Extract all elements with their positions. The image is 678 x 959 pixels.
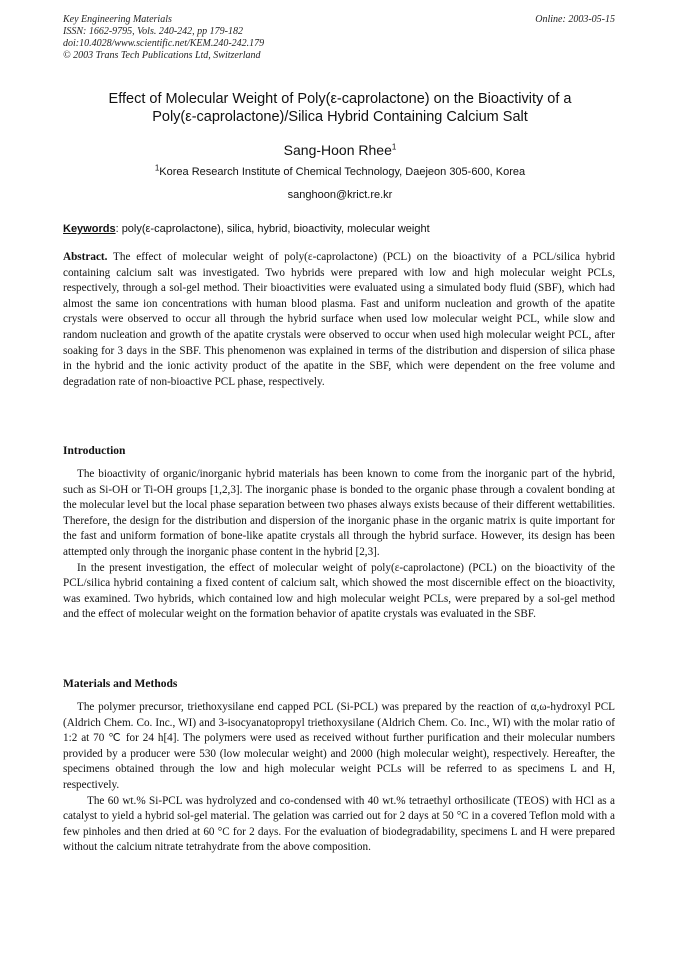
introduction-paragraph-2: In the present investigation, the effect of molecular weight of poly(ε-caprolactone) (PCL) on the bioactivity of the PCL/silica hybrid containing a fixed content of calcium salt, which showed the most discernible effect on the bioactivity, was examined. Two hybrids, which contained low and high molecular weight PCLs, were prepared by a sol-gel method and the effect of molecular weight on the formation behavior of apatite crystals was evaluated in the SBF. [63,561,615,621]
author-email: sanghoon@krict.re.kr [287,189,393,201]
keywords [63,222,615,236]
copyright-line: © 2003 Trans Tech Publications Ltd, Switzerland [63,50,261,61]
paper-title [60,90,620,126]
author [60,141,620,159]
author-mark: 1 [391,142,397,152]
introduction-paragraph-1: The bioactivity of organic/inorganic hybrid materials has been known to come from the inorganic part of the hybrid, such as Si-OH or Ti-OH groups [1,2,3]. The inorganic phase is bonded to the organic phase through a covalent bonding at the molecular level but the local phase separation between two phases always exists because of their different wettabilities. Therefore, the design for the distribution and dispersion of the inorganic phase in the organic matrix is quite important for the fast and uniform formation of bone-like apatite crystals all through the hybrid surface. However, its design has been attempted only through the inorganic phase content in the hybrid [2,3]. [63,468,615,558]
journal-name: Key Engineering Materials [63,14,172,25]
abstract [63,250,615,390]
methods-heading: Materials and Methods [63,678,178,690]
methods-paragraph-1: The polymer precursor, triethoxysilane end capped PCL (Si-PCL) was prepared by the reaction of α,ω-hydroxyl PCL (Aldrich Chem. Co. Inc., WI) and 3-isocyanatopropyl triethoxysilane (Aldrich Chem. Co. Inc., WI) with the molar ratio of 1:2 at 70 ℃ for 24 h[4]. The polymers were used as received without further purification and their molecular numbers provided by a producer were 530 (low molecular weight) and 2000 (high molecular weight), respectively. Hereafter, the specimens obtained through the low and high molecular weight PCLs will be referred to as specimens L and H, respectively. [63,701,615,791]
keywords-label: Keywords [63,223,116,235]
keywords-text: : poly(ε-caprolactone), silica, hybrid, bioactivity, molecular weight [115,223,430,235]
affiliation [60,165,620,179]
introduction-heading: Introduction [63,445,126,457]
methods-paragraph-2: The 60 wt.% Si-PCL was hydrolyzed and co-condensed with 40 wt.% tetraethyl orthosilicate (TEOS) with HCl as a catalyst to yield a hybrid sol-gel material. The gelation was carried out for 2 days at 50 °C in a covered Teflon mold with a few pinholes and then dried at 60 °C for 2 days. For the evaluation of biodegradability, specimens L and H were prepared without the calcium nitrate tetrahydrate from the above composition. [63,794,615,854]
title-line-1: Effect of Molecular Weight of Poly(ε-caprolactone) on the Bioactivity of a [108,91,572,107]
abstract-text: The effect of molecular weight of poly(ε-caprolactone) (PCL) on the bioactivity of a PCL/silica hybrid containing calcium salt was investigated. Two hybrids were prepared with low and high molecular weight PCLs, respectively, through a sol-gel method. Their bioactivities were evaluated using a simulated body fluid (SBF), which had almost the same ion concentrations with human blood plasma. Fast and uniform nucleation and growth of the apatite crystals were observed to occur all through the hybrid surface when used low molecular weight PCL, while slow and random nucleation and growth of the apatite crystals were observed to occur when used high molecular weight PCL, after soaking for 3 days in the SBF. This phenomenon was explained in terms of the distribution and dispersion of silica phase in the hybrid and the ionic activity product of the apatite in the SBF, which were dependent on the free volume and degradation rate of non-bioactive PCL phase, respectively. [63,251,615,388]
affiliation-mark: 1 [154,163,160,173]
online-date: Online: 2003-05-15 [535,14,615,25]
affiliation-text: Korea Research Institute of Chemical Technology, Daejeon 305-600, Korea [159,166,526,178]
methods-section [63,700,615,856]
title-line-2: Poly(ε-caprolactone)/Silica Hybrid Containing Calcium Salt [152,109,528,125]
abstract-label: Abstract. [63,251,108,263]
doi-line: doi:10.4028/www.scientific.net/KEM.240-242.179 [63,38,265,49]
author-name: Sang-Hoon Rhee [283,142,392,158]
journal-header [63,14,615,62]
issn-line: ISSN: 1662-9795, Vols. 240-242, pp 179-182 [63,26,243,37]
introduction-section [63,467,615,623]
